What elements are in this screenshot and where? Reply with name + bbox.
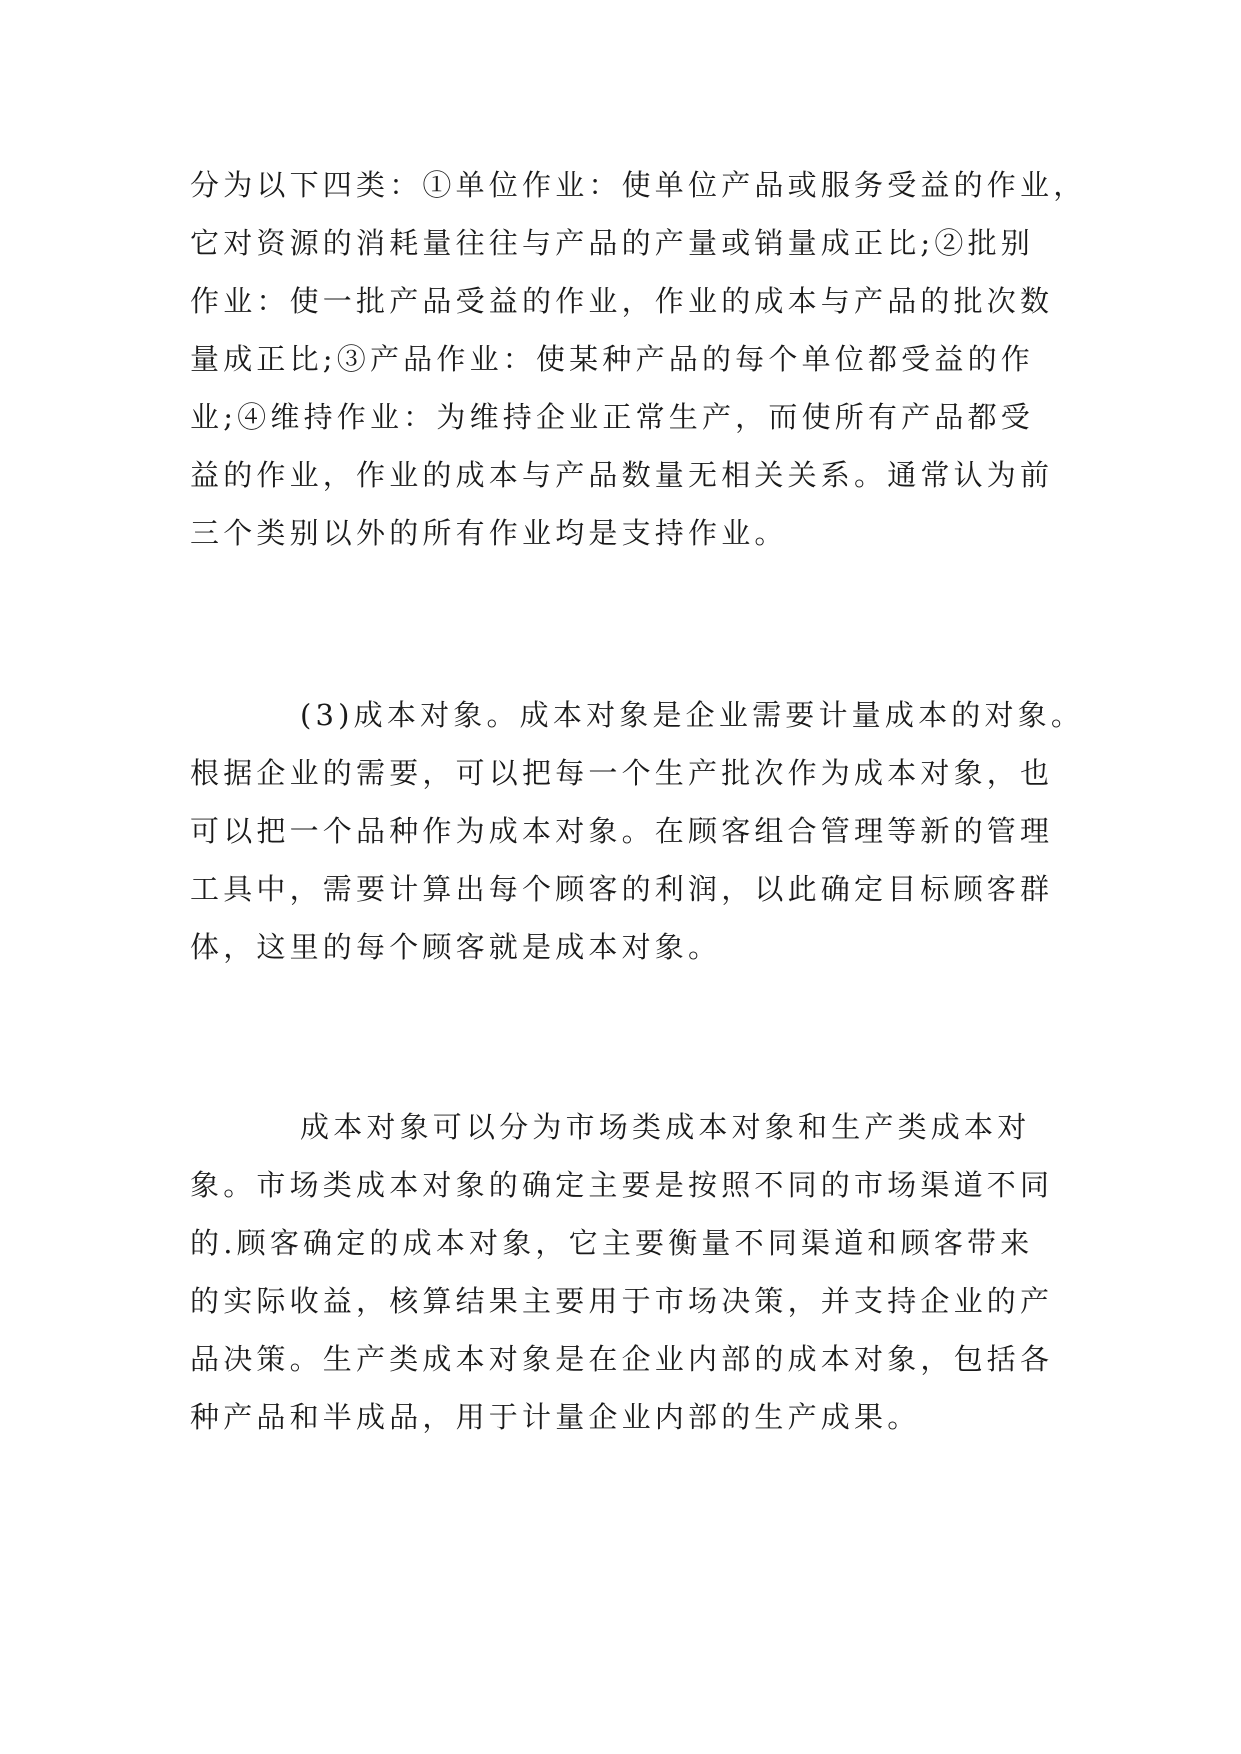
text-line-first: 成本对象可以分为市场类成本对象和生产类成本对 (300, 1110, 1031, 1144)
text-line: 品决策。生产类成本对象是在企业内部的成本对象，包括各 (190, 1342, 1054, 1376)
text-line: 的实际收益，核算结果主要用于市场决策，并支持企业的产 (190, 1284, 1054, 1318)
text-line: 业;④维持作业：为维持企业正常生产，而使所有产品都受 (190, 400, 1034, 434)
text-line: 根据企业的需要，可以把每一个生产批次作为成本对象，也 (190, 756, 1054, 790)
text-line: 益的作业，作业的成本与产品数量无相关关系。通常认为前 (190, 458, 1054, 492)
text-line: 三个类别以外的所有作业均是支持作业。 (190, 516, 788, 550)
text-line: 体，这里的每个顾客就是成本对象。 (190, 930, 722, 964)
paragraph-cost-object (190, 686, 1085, 976)
text-line: 象。市场类成本对象的确定主要是按照不同的市场渠道不同 (190, 1168, 1054, 1202)
text-line: 分为以下四类：①单位作业：使单位产品或服务受益的作业， (190, 168, 1087, 202)
text-line: 工具中，需要计算出每个顾客的利润，以此确定目标顾客群 (190, 872, 1054, 906)
text-line: 它对资源的消耗量往往与产品的产量或销量成正比;②批别 (190, 226, 1034, 260)
text-line: 量成正比;③产品作业：使某种产品的每个单位都受益的作 (190, 342, 1034, 376)
text-line-first: (3)成本对象。成本对象是企业需要计量成本的对象。 (300, 698, 1085, 732)
text-line: 可以把一个品种作为成本对象。在顾客组合管理等新的管理 (190, 814, 1054, 848)
paragraph-activity-types (190, 156, 1087, 562)
text-line: 种产品和半成品，用于计量企业内部的生产成果。 (190, 1400, 921, 1434)
paragraph-cost-object-categories (190, 1098, 1070, 1446)
text-line: 作业：使一批产品受益的作业，作业的成本与产品的批次数 (190, 284, 1054, 318)
text-line: 的.顾客确定的成本对象，它主要衡量不同渠道和顾客带来 (190, 1226, 1034, 1260)
